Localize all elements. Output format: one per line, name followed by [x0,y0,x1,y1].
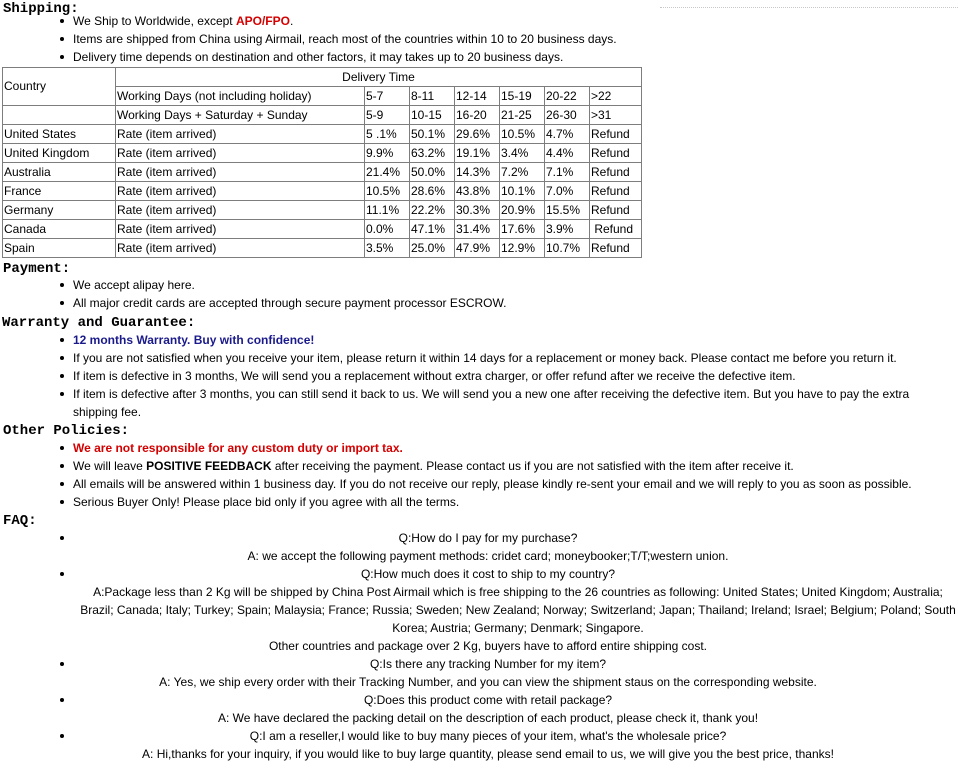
positive-feedback-emphasis: POSITIVE FEEDBACK [146,459,272,473]
table-row [3,163,642,182]
warranty-list [0,331,958,421]
table-cell: Refund [590,144,642,163]
table-cell: 31.4% [455,220,500,239]
table-cell: 0.0% [365,220,410,239]
table-cell: 50.0% [410,163,455,182]
table-cell: 3.4% [500,144,545,163]
table-cell: 4.4% [545,144,590,163]
table-cell: 20.9% [500,201,545,220]
policies-bullet-4: Serious Buyer Only! Please place bid only if you agree with all the terms. [0,493,958,511]
table-cell: 5-7 [365,87,410,106]
table-cell: 7.2% [500,163,545,182]
table-cell: 3.5% [365,239,410,258]
country-cell: France [3,182,116,201]
warranty-bullet-3: If item is defective in 3 months, We will send you a replacement without extra charger, or offer refund after we receive the defective item. [0,367,958,385]
country-cell: United States [3,125,116,144]
table-cell: 30.3% [455,201,500,220]
faq-question-1: Q:How do I pay for my purchase? [0,529,958,547]
table-cell: Refund [590,220,642,239]
rate-label-cell: Rate (item arrived) [116,182,365,201]
shipping-bullet-2: Items are shipped from China using Airmail, reach most of the countries within 10 to 20 business days. [0,30,958,48]
rate-label-cell: Rate (item arrived) [116,163,365,182]
shipping-text: We Ship to Worldwide, except [73,14,236,28]
table-cell: >31 [590,106,642,125]
faq-question-2: Q:How much does it cost to ship to my country? [0,565,958,583]
table-row [3,182,642,201]
faq-answer-3: A: Yes, we ship every order with their Tracking Number, and you can view the shipment staus on the corresponding website. [159,675,817,689]
table-cell: >22 [590,87,642,106]
table-cell: Refund [590,125,642,144]
table-cell: 50.1% [410,125,455,144]
table-cell: Refund [590,182,642,201]
policies-bullet-1: We are not responsible for any custom duty or import tax. [0,439,958,457]
faq-question-5: Q:I am a reseller,I would like to buy many pieces of your item, what's the wholesale price? [0,727,958,745]
table-cell: 12.9% [500,239,545,258]
table-cell: 47.1% [410,220,455,239]
table-header-row [3,68,642,87]
table-cell: 43.8% [455,182,500,201]
warranty-bullet-2: If you are not satisfied when you receive your item, please return it within 14 days for a replacement or money back. Please contact me before you return it. [0,349,958,367]
weekend-days-label: Working Days + Saturday + Sunday [116,106,365,125]
table-cell: 15.5% [545,201,590,220]
table-cell: 4.7% [545,125,590,144]
policies-text: after receiving the payment. Please contact us if you are not satisfied with the item after receive it. [271,459,794,473]
payment-heading: Payment: [3,261,71,277]
rate-label-cell: Rate (item arrived) [116,201,365,220]
policies-text: We will leave [73,459,147,473]
faq-answer-2b: Other countries and package over 2 Kg, buyers have to afford entire shipping cost. [268,639,708,653]
table-row [3,239,642,258]
table-row [3,144,642,163]
table-cell: 11.1% [365,201,410,220]
table-cell: 28.6% [410,182,455,201]
table-cell: 15-19 [500,87,545,106]
weekend-days-row [3,106,642,125]
country-cell: Canada [3,220,116,239]
table-cell: 20-22 [545,87,590,106]
delivery-time-table [2,67,642,258]
table-cell: 19.1% [455,144,500,163]
faq-question-3: Q:Is there any tracking Number for my item? [0,655,958,673]
table-row [3,201,642,220]
payment-bullet-1: We accept alipay here. [0,276,958,294]
table-cell: Refund [590,163,642,182]
faq-question-4: Q:Does this product come with retail package? [0,691,958,709]
table-cell: 7.1% [545,163,590,182]
table-cell: 8-11 [410,87,455,106]
working-days-label: Working Days (not including holiday) [116,87,365,106]
warranty-bullet-4: If item is defective after 3 months, you can still send it back to us. We will send you a new one after receiving the defective item. But you have to pay the extra shipping fee. [0,385,958,421]
faq-list [0,529,958,763]
table-cell: 21.4% [365,163,410,182]
policies-bullet-2 [0,457,958,475]
delivery-time-header: Delivery Time [116,68,642,87]
table-cell: 10.5% [365,182,410,201]
table-cell: 9.9% [365,144,410,163]
table-cell: 29.6% [455,125,500,144]
faq-answer-5: A: Hi,thanks for your inquiry, if you would like to buy large quantity, please send email to us, we will give you the best price, thanks! [142,747,834,761]
table-cell: 25.0% [410,239,455,258]
table-cell: 5 .1% [365,125,410,144]
country-cell: Australia [3,163,116,182]
payment-list [0,276,958,312]
table-cell: 10.7% [545,239,590,258]
table-cell: 63.2% [410,144,455,163]
table-cell: 14.3% [455,163,500,182]
table-cell: 10.5% [500,125,545,144]
table-row [3,220,642,239]
table-cell: 12-14 [455,87,500,106]
faq-answer-4: A: We have declared the packing detail on the description of each product, please check it, thank you! [217,711,759,725]
faq-answer-2: A:Package less than 2 Kg will be shipped by China Post Airmail which is free shipping to the 26 countries as following: United States; United Kingdom; Australia; Brazil; Canada; Italy; Turkey; Spain; Malaysia; France; Russia; Sweden; New Zealand; Norway; Switzerland; Japan; Thailand; Ireland; Israel; Belgium; Poland; South Korea; Austria; Germany; Denmark; Singapore. [80,585,956,635]
table-cell: 10-15 [410,106,455,125]
table-cell: 10.1% [500,182,545,201]
shipping-heading: Shipping: [3,1,79,17]
country-cell: United Kingdom [3,144,116,163]
table-cell: Refund [590,201,642,220]
policies-list [0,439,958,511]
table-cell: 26-30 [545,106,590,125]
table-cell [3,106,116,125]
table-cell: 5-9 [365,106,410,125]
rate-label-cell: Rate (item arrived) [116,144,365,163]
table-cell: 47.9% [455,239,500,258]
table-cell: 22.2% [410,201,455,220]
country-header: Country [3,68,116,106]
shipping-bullet-1 [0,12,958,30]
country-cell: Spain [3,239,116,258]
rate-label-cell: Rate (item arrived) [116,239,365,258]
warranty-bullet-1: 12 months Warranty. Buy with confidence! [0,331,958,349]
table-cell: 21-25 [500,106,545,125]
faq-heading: FAQ: [3,513,37,529]
country-cell: Germany [3,201,116,220]
table-cell: 16-20 [455,106,500,125]
payment-bullet-2: All major credit cards are accepted through secure payment processor ESCROW. [0,294,958,312]
policies-heading: Other Policies: [3,423,130,439]
table-cell: 3.9% [545,220,590,239]
rate-label-cell: Rate (item arrived) [116,220,365,239]
rate-label-cell: Rate (item arrived) [116,125,365,144]
warranty-heading: Warranty and Guarantee: [2,315,196,331]
shipping-bullet-3: Delivery time depends on destination and other factors, it may takes up to 20 business days. [0,48,958,66]
faq-answer-1: A: we accept the following payment methods: cridet card; moneybooker;T/T;western union. [247,549,729,563]
table-cell: 17.6% [500,220,545,239]
table-cell: 7.0% [545,182,590,201]
shipping-list [0,12,958,66]
shipping-text: . [289,14,294,28]
decorative-dotted-line [660,7,958,8]
table-row [3,125,642,144]
apo-fpo-highlight: APO/FPO [235,14,290,28]
table-cell: Refund [590,239,642,258]
policies-bullet-3: All emails will be answered within 1 business day. If you do not receive our reply, please kindly re-sent your email and we will reply to you as soon as possible. [0,475,958,493]
